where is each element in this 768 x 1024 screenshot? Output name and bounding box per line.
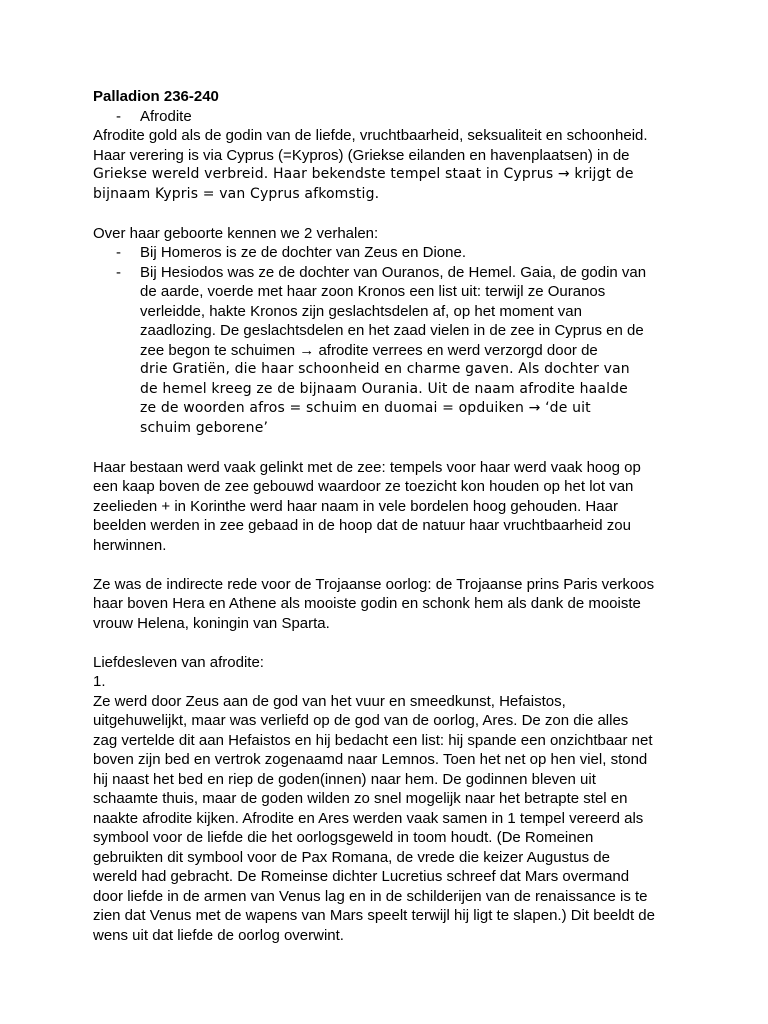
birth-bullet-list — [93, 243, 683, 438]
list-item-continuation: de aarde, voerde met haar zoon Kronos een list uit: terwijl ze Ouranos — [140, 283, 606, 300]
paragraph-line: Haar bestaan werd vaak gelinkt met de zee: tempels voor haar werd vaak hoog op — [93, 458, 641, 476]
paragraph-line: Griekse wereld verbreid. Haar bekendste tempel staat in Cyprus → krijgt de — [93, 166, 634, 182]
spacer — [93, 555, 683, 575]
list-item-text: Bij Homeros is ze de dochter van Zeus en Dione. — [140, 244, 466, 261]
paragraph-line: boven zijn bed en vertrok zogenaamd naar Lemnos. Toen het net op hen viel, stond — [93, 751, 648, 768]
paragraph-line: Haar verering is via Cyprus (=Kypros) (Griekse eilanden en havenplaatsen) in de — [93, 146, 630, 164]
spacer — [93, 633, 683, 653]
document-content — [93, 87, 683, 945]
paragraph-line: haar boven Hera en Athene als mooiste godin en schonk hem als dank de mooiste — [93, 595, 641, 612]
paragraph-line: door liefde in de armen van Venus lag en in de schilderijen van de renaissance is te — [93, 887, 648, 905]
paragraph-sea — [93, 458, 683, 556]
list-item-text: Bij Hesiodos was ze de dochter van Ouranos, de Hemel. Gaia, de godin van — [140, 263, 647, 281]
paragraph-line: herwinnen. — [93, 536, 167, 554]
paragraph-intro — [93, 126, 683, 204]
paragraph-line: schaamte thuis, maar de goden wilden zo snel mogelijk naar het betrapte stel en — [93, 790, 628, 807]
section-heading: Liefdesleven van afrodite: — [93, 653, 264, 671]
paragraph-love — [93, 692, 683, 946]
paragraph-line: wereld had gebracht. De Romeinse dichter Lucretius schreef dat Mars overmand — [93, 868, 630, 885]
list-item-continuation: zaadlozing. De geslachtsdelen en het zaad vielen in de zee in Cyprus en de — [140, 322, 644, 339]
section-number: 1. — [93, 673, 106, 690]
paragraph-line: Ze werd door Zeus aan de god van het vuur en smeedkunst, Hefaistos, — [93, 692, 566, 710]
paragraph-line: bijnaam Kypris = van Cyprus afkomstig. — [93, 185, 380, 202]
paragraph-line: uitgehuwelijkt, maar was verliefd op de god van de oorlog, Ares. De zon die alles — [93, 712, 629, 729]
paragraph-line: wens uit dat liefde de oorlog overwint. — [93, 926, 344, 944]
list-item-continuation: verleidde, hakte Kronos zijn geslachtsdelen af, op het moment van — [140, 302, 582, 320]
bullet-dash: - — [116, 244, 121, 261]
list-item — [93, 243, 683, 263]
paragraph-line: vrouw Helena, koningin van Sparta. — [93, 614, 330, 632]
paragraph-line: een kaap boven de zee gebouwd waardoor ze toezicht kon houden op het lot van — [93, 478, 634, 495]
spacer — [93, 438, 683, 458]
paragraph-line: zag vertelde dit aan Hefaistos en hij bedacht een list: hij spande een onzichtbaar net — [93, 731, 653, 749]
list-item-continuation: de hemel kreeg ze de bijnaam Ourania. Uit de naam afrodite haalde — [140, 380, 628, 397]
paragraph-line: Ze was de indirecte rede voor de Trojaanse oorlog: de Trojaanse prins Paris verkoos — [93, 575, 655, 593]
paragraph-troy — [93, 575, 683, 634]
bullet-dash: - — [116, 107, 121, 125]
list-item-continuation: drie Gratiën, die haar schoonheid en charme gaven. Als dochter van — [140, 361, 630, 377]
paragraph-line: beelden werden in zee gebaad in de hoop dat de natuur haar vruchtbaarheid zou — [93, 517, 631, 534]
paragraph-line: Afrodite gold als de godin van de liefde, vruchtbaarheid, seksualiteit en schoonheid. — [93, 127, 648, 144]
bullet-dash: - — [116, 263, 121, 281]
list-item-continuation: zee begon te schuimen → afrodite verrees en werd verzorgd door de — [140, 341, 598, 359]
page-title: Palladion 236-240 — [93, 88, 219, 105]
paragraph-line: naakte afrodite kijken. Afrodite en Ares werden vaak samen in 1 tempel vereerd als — [93, 809, 644, 827]
list-item — [93, 263, 683, 283]
list-item-continuation: schuim geborene’ — [140, 419, 269, 436]
subtitle-item: Afrodite — [140, 107, 192, 125]
paragraph-line: symbool voor de liefde die het oorlogsgeweld in toom houdt. (De Romeinen — [93, 829, 594, 846]
paragraph-line: zeelieden + in Korinthe werd haar naam in vele bordelen hoog gehouden. Haar — [93, 497, 618, 515]
birth-intro: Over haar geboorte kennen we 2 verhalen: — [93, 224, 379, 242]
list-item-continuation: ze de woorden afros = schuim en duomai = opduiken → ‘de uit — [140, 400, 591, 416]
paragraph-line: zien dat Venus met de wapens van Mars speelt terwijl hij ligt te slapen.) Dit beeldt de — [93, 907, 655, 924]
paragraph-line: gebruikten dit symbool voor de Pax Romana, de vrede die keizer Augustus de — [93, 848, 610, 866]
paragraph-line: hij naast het bed en riep de goden(innen) naar hem. De godinnen bleven uit — [93, 770, 596, 788]
spacer — [93, 204, 683, 224]
subtitle-list-item — [93, 107, 683, 127]
